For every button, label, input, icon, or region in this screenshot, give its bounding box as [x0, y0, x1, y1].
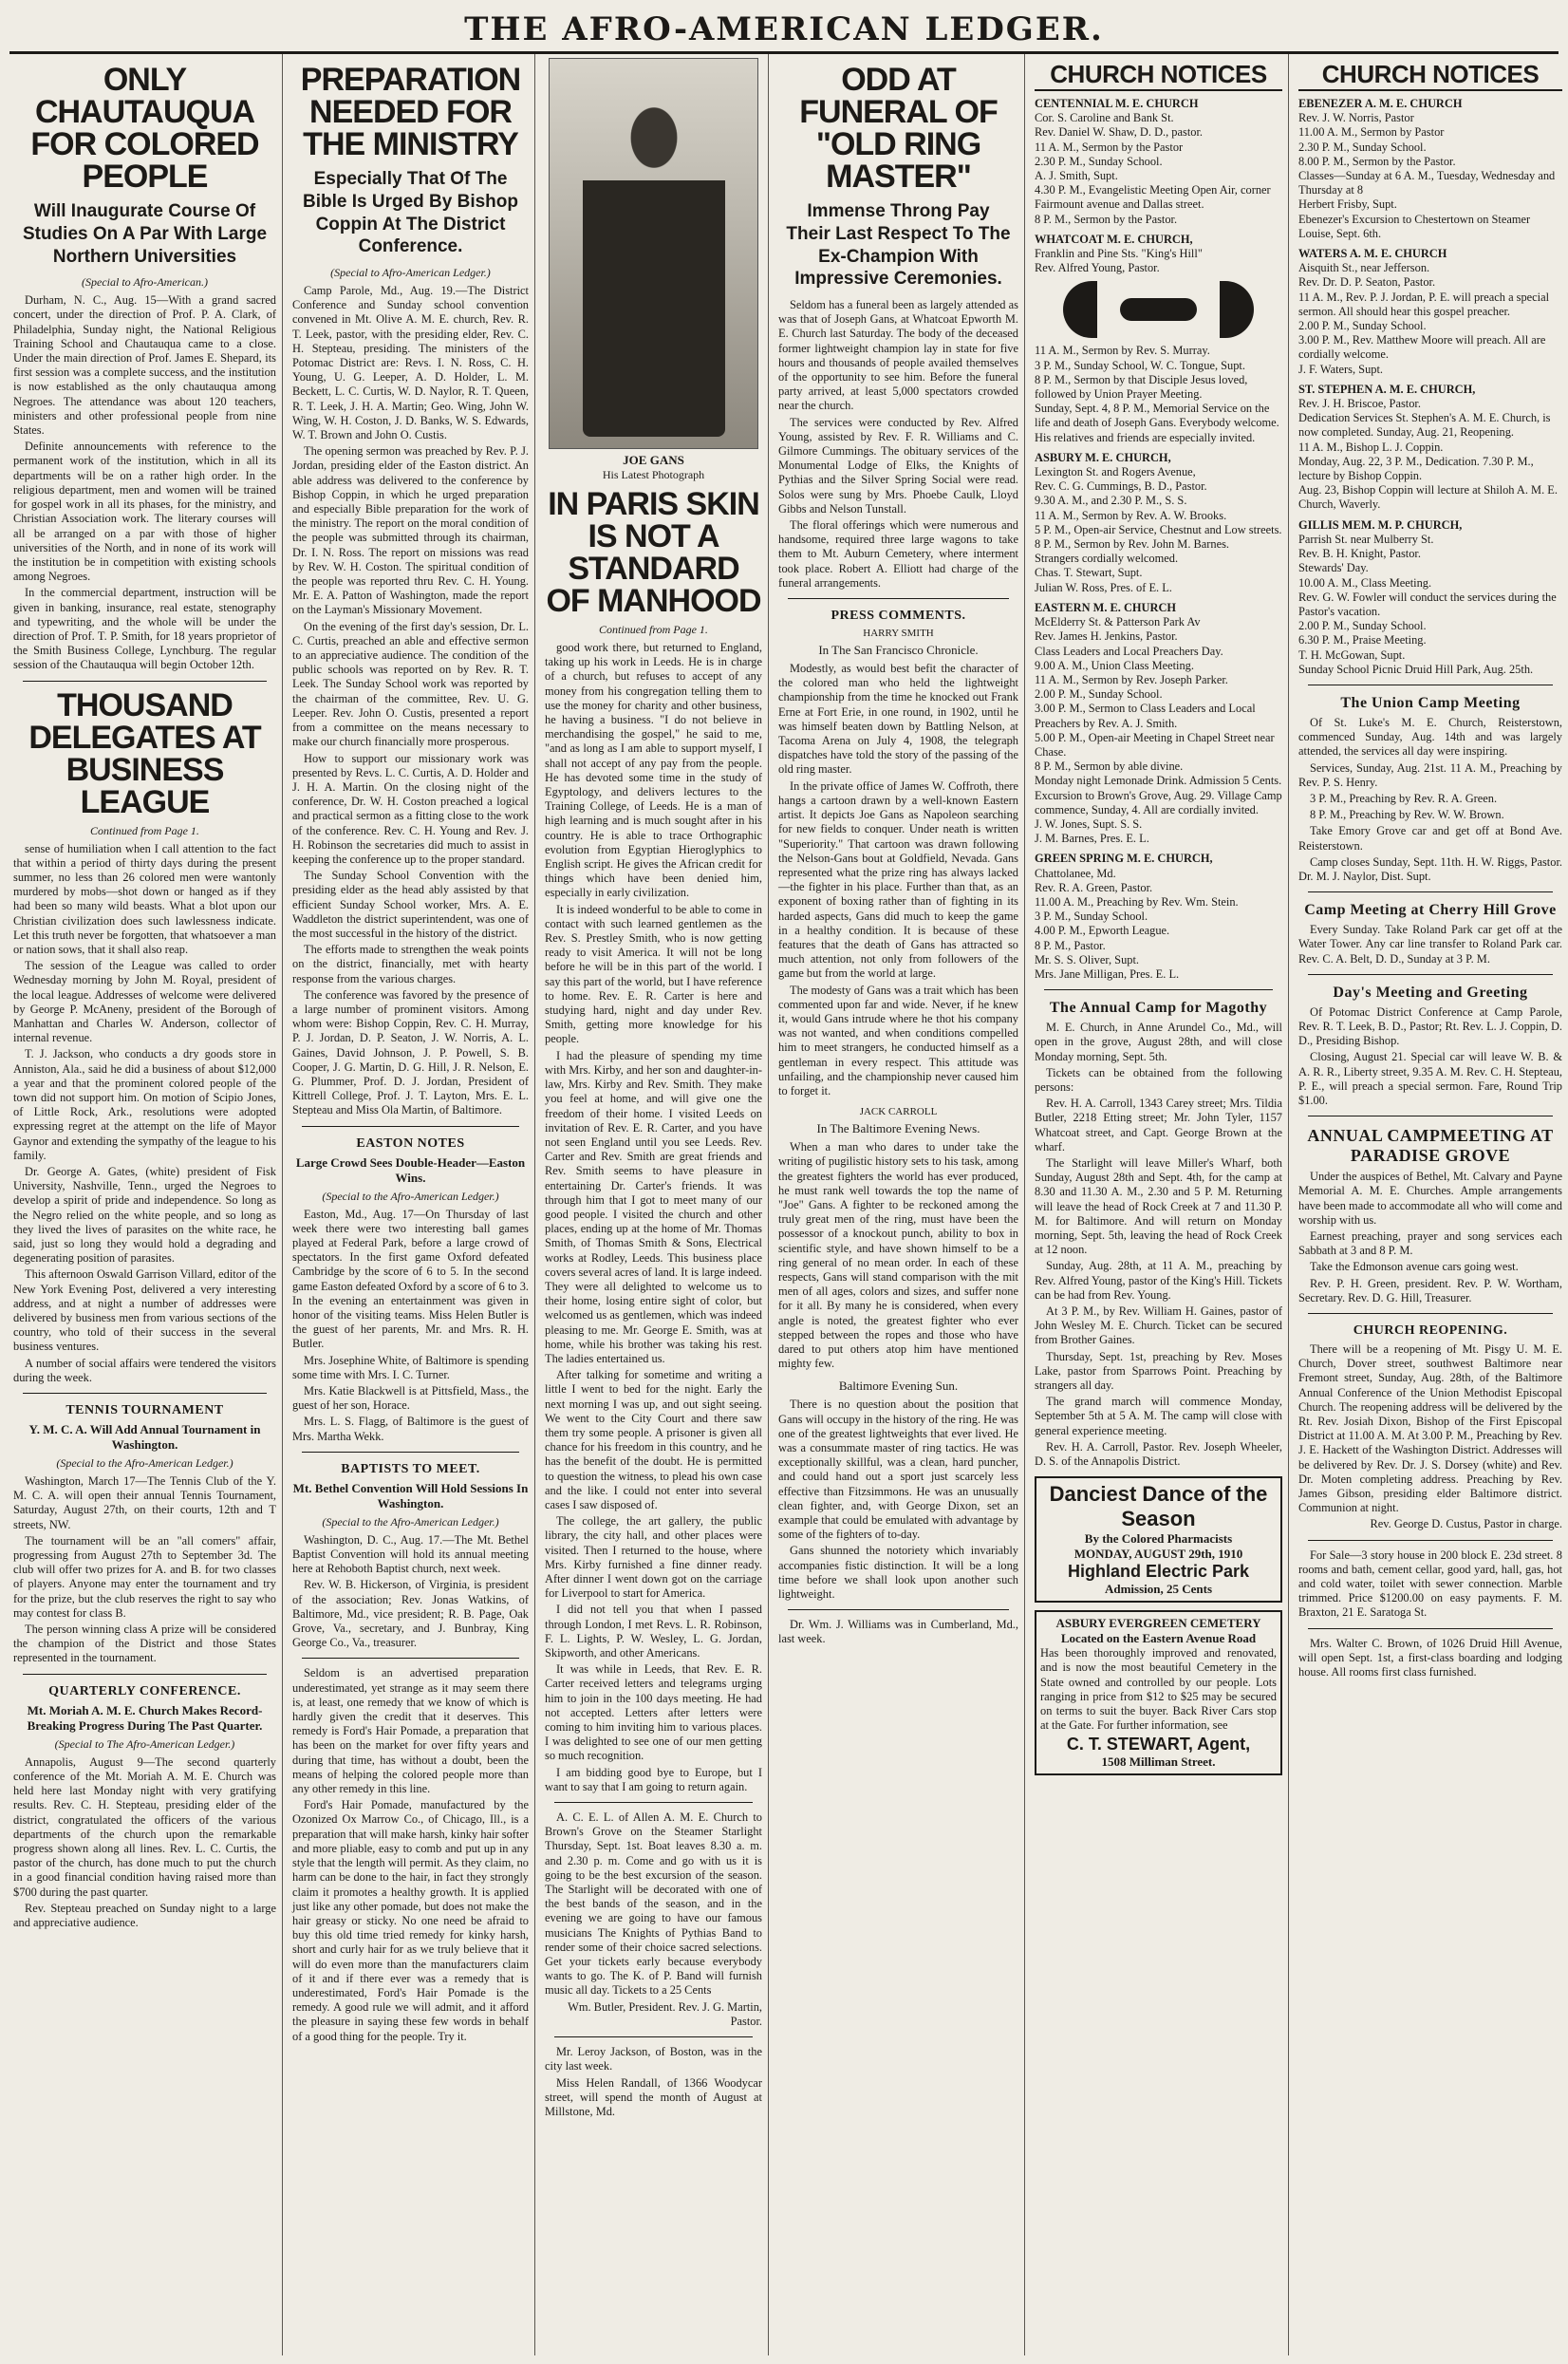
- church-name: CENTENNIAL M. E. CHURCH: [1035, 97, 1199, 110]
- paragraph: 3 P. M., Preaching by Rev. R. A. Green.: [1310, 791, 1498, 805]
- notice-line: 10.00 A. M., Class Meeting.: [1298, 575, 1432, 590]
- credit: (Special to the Afro-American Ledger.): [322, 1189, 499, 1203]
- paragraph: Of St. Luke's M. E. Church, Reisterstown, commenced Sunday, Aug. 14th and was largely attended, the services all day were inspiring.: [1298, 715, 1562, 759]
- paragraph: Modestly, as would best befit the character of the colored man who held the lightweight championship from the time he knocked out Frank Erne at Fort Erie, in one round, in 1902, until he was himself beaten down by Battling Nelson, at Tacoma Arena on July 4, 1908, the telegraph dispatches have told the story of the passing of the old ring master.: [778, 662, 1018, 777]
- notice-line: Parrish St. near Mulberry St.: [1298, 532, 1434, 546]
- notice-line: 2.30 P. M., Sunday School.: [1298, 140, 1427, 154]
- paragraph: At 3 P. M., by Rev. William H. Gaines, pastor of John Wesley M. E. Church. Ticket can be secured from Brother Gaines.: [1035, 1304, 1282, 1347]
- paragraph: Camp closes Sunday, Sept. 11th. H. W. Riggs, Pastor. Dr. M. J. Naylor, Dist. Supt.: [1298, 854, 1562, 883]
- church-notice: [1035, 233, 1282, 445]
- ad-venue: Highland Electric Park: [1067, 1562, 1250, 1582]
- divider: [554, 1802, 753, 1803]
- notice-line: A. J. Smith, Supt.: [1035, 169, 1118, 183]
- paragraph: Mrs. L. S. Flagg, of Baltimore is the guest of Mrs. Martha Wekk.: [292, 1415, 529, 1443]
- paragraph: A. C. E. L. of Allen A. M. E. Church to Brown's Grove on the Steamer Starlight Thursday, Sept. 1st. Boat leaves 8.30 a. m. and 2.30 p. m. Come and go with us it is going to be the best excursion of the season. The Starlight will be decorated with one of the best bands of the season, and in the evening we are going to have our famous musicians The Knights of Pythias Band to render some of their choice sacred selections. Get your tickets early because everybody wants to go. The K. of P. Band will furnish music all day. Tickets to a 25 Cents: [545, 1811, 762, 1998]
- headline-ministry: PREPARATION NEEDED FOR THE MINISTRY: [300, 62, 521, 162]
- paragraph: good work there, but returned to England, taking up his work in Leeds. He is in charge of a church, but refuses to accept of any money from his congregation telling them to use the money for charity and other business, he having a business. "I do not believe in merchandising the gospel," he said to me, "and as long as I am able to support myself, I shall not accept of any pay from the people. He has devoted some time in the study of Egyptology, and delivers lectures to the Training College, of Leeds. He is a man of high learning and is much sought after in his country. He is able to trace Orthographic evolution from Egyptian Hieroglyphics to English script. He gives the African credit for things which have been denied him, especially in early civilization.: [545, 641, 762, 900]
- paragraph: Tickets can be obtained from the following persons:: [1035, 1065, 1282, 1094]
- paragraph: Of Potomac District Conference at Camp Parole, Rev. R. T. Leek, B. D., Pastor; Rt. Rev. L. J. Coppin, D. D., Presiding Bishop.: [1298, 1004, 1562, 1048]
- source: Baltimore Evening Sun.: [838, 1379, 959, 1394]
- paragraph: Mrs. Walter C. Brown, of 1026 Druid Hill Avenue, will open Sept. 1st, a first-class boarding and lodging house. All rooms first class furnished.: [1298, 1636, 1562, 1679]
- column-6: [1295, 54, 1568, 2355]
- notice-line: J. F. Waters, Supt.: [1298, 362, 1383, 376]
- subhead-easton: EASTON NOTES: [356, 1135, 465, 1151]
- divider: [23, 681, 267, 682]
- church-name: ASBURY M. E. CHURCH,: [1035, 450, 1171, 464]
- notice-line: Rev. J. W. Norris, Pastor: [1298, 111, 1414, 125]
- church-notice: [1298, 97, 1562, 241]
- ad-title: ASBURY EVERGREEN CEMETERY: [1055, 1616, 1261, 1631]
- divider: [1308, 1313, 1553, 1314]
- subhead-baptists: BAPTISTS TO MEET.: [341, 1461, 480, 1476]
- notice-line: 2.00 P. M., Sunday School.: [1035, 687, 1163, 702]
- byline: JACK CARROLL: [859, 1106, 938, 1118]
- paragraph: It was while in Leeds, that Rev. E. R. Carter received letters and telegrams urging him to join in the 100 days meeting. He had not accepted. Letters after letters were coming to him inviting him to various places. I was delighted to see one of our men getting so much recognition.: [545, 1662, 762, 1763]
- paragraph: The efforts made to strengthen the weak points on the district, financially, met with hearty response from the various charges.: [292, 943, 529, 985]
- notice-line: Sunday School Picnic Druid Hill Park, Aug. 25th.: [1298, 662, 1534, 676]
- paragraph: Rev. W. B. Hickerson, of Virginia, is president of the association; Rev. Jonas Watkins, of Baltimore, Md., vice president; R. B. Page, Oak Grove, Va., secretary, and J. Bunbray, King George Co., Va., treasurer.: [292, 1578, 529, 1650]
- paragraph: Sunday, Aug. 28th, at 11 A. M., preaching by Rev. Alfred Young, pastor of the King's Hill. Tickets can be had from Rev. Young.: [1035, 1259, 1282, 1302]
- credit: (Special to the Afro-American Ledger.): [322, 1514, 499, 1529]
- notice-line: 11 A. M., Bishop L. J. Coppin.: [1298, 440, 1444, 454]
- continued-note: Continued from Page 1.: [599, 623, 708, 636]
- church-notices-header: CHURCH NOTICES: [1035, 60, 1282, 91]
- notice-line: Mrs. Jane Milligan, Pres. E. L.: [1035, 966, 1180, 981]
- divider: [1308, 974, 1553, 975]
- church-name: WATERS A. M. E. CHURCH: [1298, 247, 1447, 261]
- paragraph: I am bidding good bye to Europe, but I want to say that I am going to return again.: [545, 1765, 762, 1793]
- notice-line: 8 P. M., Sermon by Rev. John M. Barnes.: [1035, 537, 1230, 552]
- subdeck-baptists: Mt. Bethel Convention Will Hold Sessions In Washington.: [292, 1480, 529, 1510]
- notice-line: 9.30 A. M., and 2.30 P. M., S. S.: [1035, 494, 1187, 508]
- notice-line: 8 P. M., Sermon by the Pastor.: [1035, 212, 1178, 226]
- notice-line: Chas. T. Stewart, Supt.: [1035, 566, 1143, 580]
- notice-line: 8.00 P. M., Sermon by the Pastor.: [1298, 154, 1456, 168]
- paragraph: Rev. Stepteau preached on Sunday night to a large and appreciative audience.: [13, 1901, 276, 1929]
- notice-line: Aug. 23, Bishop Coppin will lecture at Shiloh A. M. E. Church, Waverly.: [1298, 483, 1558, 512]
- paragraph: The Sunday School Convention with the presiding elder as the head ably assisted by that efficient Sunday School worker, Mrs. A. E. Waddleton the district superintendent, was one of the most successful in the history of the district.: [292, 869, 529, 940]
- credit: (Special to the Afro-American Ledger.): [56, 1456, 233, 1471]
- ad-title: Danciest Dance of the Season: [1049, 1482, 1268, 1531]
- photo-subcaption: His Latest Photograph: [602, 468, 705, 481]
- paragraph: Mrs. Katie Blackwell is at Pittsfield, Mass., the guest of her son, Horace.: [292, 1384, 529, 1413]
- notice-line: J. W. Jones, Supt. S. S.: [1035, 816, 1143, 831]
- paragraph: sense of humiliation when I call attention to the fact that within a period of thirty days during the present summer, no less than 26 colored men were wantonly murdered by mobs—shot down or hanged as if they had been so many wild beasts. What a blot upon our Christian civilization does such lawlessness indicate. Let this truth never be forgotten, that whatsoever a man or nation sows, that it shall also reap.: [13, 841, 276, 956]
- church-name: EBENEZER A. M. E. CHURCH: [1298, 97, 1463, 110]
- paragraph: Under the auspices of Bethel, Mt. Calvary and Payne Memorial A. M. E. Churches. Ample arrangements have been made to accommodate all who will come and worship with us.: [1298, 1170, 1562, 1227]
- paragraph: The grand march will commence Monday, September 5th at 5 A. M. The camp will close with general experience meeting.: [1035, 1395, 1282, 1437]
- headline-business-league: THOUSAND DELEGATES AT BUSINESS LEAGUE: [28, 686, 261, 820]
- notice-line: 3 P. M., Sunday School.: [1035, 910, 1148, 924]
- paragraph: Earnest preaching, prayer and song services each Sabbath at 3 and 8 P. M.: [1298, 1229, 1562, 1258]
- paragraph: How to support our missionary work was presented by Revs. L. C. Curtis, A. D. Holder and J. H. A. Martin. On the closing night of the conference, Dr. W. H. Coston preached a logical and practical sermon as a fitting close to the work of the conference. Rev. C. H. Young and Rev. J. H. Robinson the secretaries did much to assist in keeping the conference up to the proper standard.: [292, 751, 529, 866]
- paragraph: The services were conducted by Rev. Alfred Young, assisted by Rev. F. R. Williams and C. Gilmore Cummings. The obituary services of the Monumental Lodge of Elks, the Knights of Pythias and the Silver Spring Social were read. Solos were sung by Mrs. Phoebe Caulk, Lloyd Gibbs and Nelson Tunstall.: [778, 415, 1018, 516]
- church-notice: [1035, 451, 1282, 595]
- notice-line: 11 A. M., Sermon by the Pastor: [1035, 140, 1184, 154]
- headline-chautauqua: ONLY CHAUTAUQUA FOR COLORED PEOPLE: [30, 62, 259, 195]
- signature: Wm. Butler, President. Rev. J. G. Martin, Pastor.: [568, 1999, 762, 2028]
- paragraph: On the evening of the first day's session, Dr. L. C. Curtis, preached an able and effective sermon to an appreciative audience. The condition of the public schools was reported on by Rev. R. T. Leek. The Sunday School work was reported by the chairman of the committee, Rev. U. G. Leeper. Rev. John O. Custis, presented a report from a committee on the means necessary to make our church financially more prosperous.: [292, 619, 529, 749]
- notice-line: Mr. S. S. Oliver, Supt.: [1035, 952, 1140, 966]
- paragraph: The floral offerings which were numerous and handsome, required three large wagons to take them to Mt. Auburn Cemetery, where interment took place. Robert A. Elliott had charge of the funeral arrangements.: [778, 518, 1018, 590]
- source: In The Baltimore Evening News.: [816, 1121, 980, 1136]
- column-4: [775, 54, 1025, 2355]
- notice-line: Dedication Services St. Stephen's A. M. E. Church, is now completed. Sunday, Aug. 21, Reopening.: [1298, 411, 1551, 440]
- paragraph: Miss Helen Randall, of 1366 Woodycar street, will spend the month of August at Millstone, Md.: [545, 2075, 762, 2118]
- subdeck-easton: Large Crowd Sees Double-Header—Easton Wins.: [295, 1154, 526, 1185]
- church-notice: [1035, 601, 1282, 846]
- notice-line: Excursion to Brown's Grove, Aug. 29. Village Camp commence, Sunday, 4. All are cordially invited.: [1035, 788, 1282, 816]
- ad-agent: C. T. STEWART, Agent,: [1066, 1735, 1251, 1754]
- paragraph: Services, Sunday, Aug. 21st. 11 A. M., Preaching by Rev. P. S. Henry.: [1298, 760, 1562, 789]
- portrait-figure: [583, 76, 725, 437]
- notice-line: Julian W. Ross, Pres. of E. L.: [1035, 580, 1172, 594]
- church-name: GREEN SPRING M. E. CHURCH,: [1035, 852, 1213, 866]
- masthead: THE AFRO-AMERICAN LEDGER.: [9, 8, 1559, 54]
- paragraph: The college, the art gallery, the public library, the city hall, and other places were visited. Then I returned to the house, where Mrs. Kirby furnished a fine dinner ready. After dinner I went down got on the carriage for Liverpool to start for America.: [545, 1514, 762, 1601]
- notice-line: Franklin and Pine Sts. "King's Hill": [1035, 247, 1203, 261]
- ad-date: MONDAY, AUGUST 29th, 1910: [1073, 1547, 1243, 1562]
- paragraph: Ford's Hair Pomade, manufactured by the Ozonized Ox Marrow Co., of Chicago, Ill., is a preparation that will make harsh, kinky hair softer and more pliable, easy to comb and put up in any style that the length will permit. As they claim, no harm can be done to the hair, in fact they strongly claim it promotes a healthy growth. It is applied just like any other pomade, but does not make the hair greasy or sticky. No one need be afraid to buy this old time tried remedy for kinky harsh, short and curly hair for as we truly believe that it will do even more than the manufacturers claim of it and if there ever was a remedy that is underestimated, Ford's Hair Pomade is the remedy. A good rule we will admit, and it afford the pleasure in saying these few words in behalf of a good thing for the people. Try it.: [292, 1798, 529, 2043]
- notice-line: 8 P. M., Sermon by able divine.: [1035, 760, 1184, 774]
- notice-line: Rev. Daniel W. Shaw, D. D., pastor.: [1035, 125, 1204, 140]
- church-name: GILLIS MEM. M. P. CHURCH,: [1298, 517, 1463, 532]
- source: In The San Francisco Chronicle.: [818, 643, 979, 658]
- subhead-tennis: TENNIS TOURNAMENT: [65, 1403, 224, 1418]
- notice-line: Classes—Sunday at 6 A. M., Tuesday, Wednesday and Thursday at 8: [1298, 169, 1556, 197]
- notice-line: Rev. Alfred Young, Pastor.: [1035, 261, 1160, 275]
- paragraph: M. E. Church, in Anne Arundel Co., Md., will open in the grove, August 28th, and will close Monday morning, Sept. 5th.: [1035, 1021, 1282, 1063]
- church-notice: [1035, 852, 1282, 982]
- paragraph: The modesty of Gans was a trait which has been commented upon far and wide. Never, if he knew it, would Gans intrude where he thot his company was not wanted, and when conditions compelled him to meet strangers, he conducted himself as a gentleman in every respect. This attitude was unfailing, and the championship never caused him to forget it.: [778, 983, 1018, 1098]
- divider: [1308, 1628, 1553, 1629]
- paragraph: A number of social affairs were tendered the visitors during the week.: [13, 1356, 276, 1384]
- paragraph: After talking for sometime and writing a little I went to bed for the night. Early the next morning I was up, and out sight seeing. We went to the City Court and there saw them try some people. A prisoner is given all chance for his freedom in this country, and he has the benefit of the doubt. He is permitted to question the witness, to plead his own case and the like. I could not enter into several cases I saw disposed of.: [545, 1368, 762, 1511]
- headline-days-meeting: Day's Meeting and Greeting: [1333, 984, 1528, 1001]
- notice-line: 2.00 P. M., Sunday School.: [1298, 319, 1427, 333]
- paragraph: Gans shunned the notoriety which invariably accompanies fistic distinction. It will be a long time before we shall look upon another such lightweight.: [778, 1544, 1018, 1602]
- subdeck-tennis: Y. M. C. A. Will Add Annual Tournament in Washington.: [28, 1422, 261, 1453]
- paragraph: Every Sunday. Take Roland Park car get off at the Water Tower. Any car line transfer to Roland Park car. Rev. C. A. Belt, D. D., Sunday at 3 P. M.: [1298, 923, 1562, 966]
- paragraph: Annapolis, August 9—The second quarterly conference of the Mt. Moriah A. M. E. Church was held here last Monday night with very gratifying results. Rev. C. H. Stepteau, presiding elder of the district, congratulated the officers of the various departments of the church upon the remarkable progress shown along all lines. Rev. L. C. Curtis, the pastor of the church, has done much to put the church in a good financial condition having raised more than $700 during the past quarter.: [13, 1754, 276, 1899]
- headline-cherry-hill: Camp Meeting at Cherry Hill Grove: [1304, 902, 1557, 919]
- notice-line: Monday night Lemonade Drink. Admission 5 Cents.: [1035, 774, 1282, 788]
- paragraph: Rev. George D. Custus, Pastor in charge.: [1370, 1517, 1562, 1531]
- notice-line: 3.00 P. M., Sermon to Class Leaders and Local Preachers by Rev. A. J. Smith.: [1035, 702, 1256, 730]
- column-5: [1031, 54, 1289, 2355]
- paragraph: In the commercial department, instruction will be given in banking, insurance, real estate, stenography and typewriting, and the whole will be under the direction of Prof. T. P. Smith, for 18 years proprietor of the Smith Business College, Lynchburg. The regular session of the Chautauqua will begin October 12th.: [13, 586, 276, 672]
- column-3: [541, 54, 769, 2355]
- paragraph: Washington, D. C., Aug. 17.—The Mt. Bethel Baptist Convention will hold its annual meeting here at Rehoboth Baptist church, next week.: [292, 1532, 529, 1576]
- column-1: [9, 54, 283, 2355]
- notice-line: 3 P. M., Sunday School, W. C. Tongue, Supt.: [1035, 358, 1245, 372]
- paragraph: I had the pleasure of spending my time with Mrs. Kirby, and her son and daughter-in-law, Mrs. Kirby and Rev. Smith. They make you feel at home, and will give one the freedom of their home. I visited Leeds on invitation of Rev. E. R. Carter, and you have not seen England until you see Leeds. Rev. Carter and Rev. Smith are great friends and Rev. Smith seems to have pleasure in entertaining Dr. Carter's friends. It was through him that I got to meet many of our good people. I visited the church and other places, ending up at the home of Mr. Thomas Smith, of Thomas Smith & Sons, Electrical works at Rodley, Leeds. This business place covers several acres of land. It is large indeed. They were all delighted to welcome us to their home, losing entire sight of color, but welcomed us as gentlemen, which was indeed pleasing to me. Mr. George E. Smith, was at home, while his brother was taking his rest. The ladies entertained us.: [545, 1048, 762, 1365]
- paragraph: The Starlight will leave Miller's Wharf, both Sunday, August 28th and Sept. 4th, for the camp at 8.30 and 11.30 A. M., 2.30 and 5 P. M. Returning will leave the head of Rock Creek at 7 and 11.30 P. M. for Baltimore. And will return on Monday morning, Sept. 5th, leaving the head of Rock Creek at 12 noon.: [1035, 1156, 1282, 1257]
- byline: HARRY SMITH: [863, 628, 934, 640]
- headline-paris: IN PARIS SKIN IS NOT A STANDARD OF MANHOOD: [546, 486, 761, 619]
- notice-line: Rev. B. H. Knight, Pastor.: [1298, 547, 1421, 561]
- church-name: ST. STEPHEN A. M. E. CHURCH,: [1298, 382, 1476, 396]
- paragraph: Mrs. Josephine White, of Baltimore is spending some time with Mrs. I. C. Turner.: [292, 1353, 529, 1381]
- notice-line: 3.00 P. M., Rev. Matthew Moore will preach. All are cordially welcome.: [1298, 333, 1546, 362]
- deck-ministry: Especially That Of The Bible Is Urged By Bishop Coppin At The District Conference.: [303, 169, 518, 257]
- notice-line: 8 P. M., Pastor.: [1035, 938, 1106, 952]
- paragraph: Take Emory Grove car and get off at Bond Ave. Reisterstown.: [1298, 824, 1562, 853]
- notice-line: Rev. R. A. Green, Pastor.: [1035, 880, 1153, 894]
- paragraph: 8 P. M., Preaching by Rev. W. W. Brown.: [1310, 808, 1504, 822]
- divider: [1308, 891, 1553, 892]
- for-sale-notice: For Sale—3 story house in 200 block E. 23d street. 8 rooms and bath, cement cellar, good yard, hall, gas, hot and cold water, toilet with sewer connection. Marble trimmed. Price $1200.00 on easy payments. F. M. Braxton, 21 E. Saratoga St.: [1298, 1548, 1562, 1620]
- notice-line: Monday, Aug. 22, 3 P. M., Dedication. 7.30 P. M., lecture by Bishop Coppin.: [1298, 454, 1534, 483]
- notice-line: Stewards' Day.: [1298, 561, 1369, 575]
- paragraph: The person winning class A prize will be considered the champion of the District and those States represented in the tournament.: [13, 1623, 276, 1665]
- headline-union-camp: The Union Camp Meeting: [1340, 694, 1521, 711]
- notice-line: 11 A. M., Sermon by Rev. Joseph Parker.: [1035, 672, 1228, 686]
- notice-line: Rev. J. H. Briscoe, Pastor.: [1298, 397, 1421, 411]
- headline-funeral: ODD AT FUNERAL OF "OLD RING MASTER": [799, 62, 998, 195]
- paragraph: The session of the League was called to order Wednesday morning by John M. Royal, president of the local league. Addresses of welcome were delivered by George P. McAneny, president of the Borough of Manhattan and Charles W. Anderson, collector of internal revenue.: [13, 959, 276, 1045]
- subdeck-quarterly: Mt. Moriah A. M. E. Church Makes Record-Breaking Progress During The Past Quarter.: [27, 1702, 263, 1733]
- notice-line: T. H. McGowan, Supt.: [1298, 647, 1406, 662]
- paragraph: When a man who dares to under take the writing of pugilistic history sets to his task, among the greatest fighters the world has ever produced, he must rank well towards the top the name of "Joe" Gans. A fighter to be reckoned among the truly great men of the ring, must have been the possessor of a knockout punch, ability to box in scientific style, and have shown himself to be a ring general of no mean order. In each of these respects, Gans will stand comparison with the mit men of all ages, colors and sizes, and suffer none for it all. By many he is considered, when every angle is noted, the greatest fighter who ever stepped between the ropes and those who have dared to put others atop him have mentioned mighty few.: [778, 1140, 1018, 1371]
- paragraph: There is no question about the position that Gans will occupy in the history of the ring. He was one of the greatest lightweights that ever lived. He was a consummate master of ring tactics. He was exceptionally skillful, was a clean, hard puncher, and could hand out a sport just scarcely less effective than Fitzsimmons. He was an unusually clean fighter, and, with George Dixon, set an example that could be emulated with advantage by some of the fighters of to-day.: [778, 1398, 1018, 1542]
- subhead-reopening: CHURCH REOPENING.: [1353, 1323, 1508, 1339]
- divider: [302, 1658, 519, 1659]
- paragraph: In the private office of James W. Coffroth, there hangs a cartoon drawn by a well-known Eastern artist. It depicts Joe Gans as Napoleon searching for new fields to conquer. Under neath is written "Superiority." That cartoon was drawn following the Nelson-Gans bout at Goldfield, Nevada. Gans represented what the prize ring has always lacked—the fighter in his place. Further than that, as an exponent of boxing rather than of fighting in its harded aspects, Gans did much to keep the game in a healthy condition. It is because of these features that the death of Gans has attracted so much attention, not only from followers of the game but from the world at large.: [778, 779, 1018, 981]
- notice-line: J. M. Barnes, Pres. E. L.: [1035, 832, 1149, 846]
- notice-line: 11 A. M., Sermon by Rev. A. W. Brooks.: [1035, 508, 1227, 522]
- notice-line: Herbert Frisby, Supt.: [1298, 197, 1397, 212]
- paragraph: The tournament will be an "all comers" affair, progressing from August 27th to September 3d. The club will offer two prizes for A. and B. for two classes of players. Anyone may enter the tournament and try for the prize, but the club reserves the right to say who may contest for class B.: [13, 1533, 276, 1620]
- credit: (Special to The Afro-American Ledger.): [54, 1736, 235, 1751]
- credit: (Special to Afro-American Ledger.): [330, 266, 491, 279]
- notice-line: McElderry St. & Patterson Park Av: [1035, 615, 1201, 629]
- church-notice: [1298, 383, 1562, 513]
- notice-line: 9.00 A. M., Union Class Meeting.: [1035, 658, 1194, 672]
- paragraph: Easton, Md., Aug. 17—On Thursday of last week there were two interesting ball games played at Federal Park, before a large crowd of spectators. In the first game Oxford defeated Cambridge by the score of 6 to 5. In the second game Easton defeated Oxford by a score of 6 to 3. In the evening an entertainment was given in honor of the visiting teams. Miss Helen Butler is the guest of her parents, Mr. and Mrs. R. H. Butler.: [292, 1207, 529, 1351]
- paragraph: Take the Edmonson avenue cars going west.: [1310, 1260, 1519, 1274]
- cemetery-advertisement: [1035, 1610, 1282, 1775]
- columns: [9, 54, 1562, 2355]
- paragraph: The conference was favored by the presence of a large number of prominent visitors. Among whom were: Bishop Coppin, Rev. C. H. Murray, P. J. Jordan, D. P. Seaton, J. W. Norris, A. L. Gaines, David Johnson, J. P. Powell, S. B. Cooper, J. G. Martin, D. G. Hill, J. R. Nelson, E. G. Plummer, Prof. D. J. Jordan, President of Kittrell College, Prof. J. T. Layton, Mrs. E. L. Stepteau and Miss Ola Martin, of Baltimore.: [292, 987, 529, 1117]
- notice-line: 2.30 P. M., Sunday School.: [1035, 154, 1163, 168]
- continued-note: Continued from Page 1.: [90, 823, 199, 837]
- divider: [302, 1126, 519, 1127]
- credit: (Special to Afro-American.): [82, 275, 208, 290]
- notice-line: 4.30 P. M., Evangelistic Meeting Open Air, corner Fairmount avenue and Dallas street.: [1035, 183, 1271, 212]
- notice-line: 5 P. M., Open-air Service, Chestnut and Low streets.: [1035, 522, 1282, 536]
- church-notice: [1298, 518, 1562, 677]
- paragraph: This afternoon Oswald Garrison Villard, editor of the New York Evening Post, delivered a very interesting address, and at night a number of addresses were delivered by business men from various sections of the country, who told of their success in the several business ventures.: [13, 1267, 276, 1354]
- notice-line: 11 A. M., Sermon by Rev. S. Murray.: [1035, 344, 1210, 358]
- notice-line: Cor. S. Caroline and Bank St.: [1035, 111, 1174, 125]
- paragraph: Seldom is an advertised preparation underestimated, yet strange as it may seem there is, at least, one remedy that we know of which is hardly given the credit that it deserves. This remedy is Ford's Hair Pomade, a preparation that has been on the market for over fifty years and during that time, has without a doubt, been the means of helping the colored people more than any other remedy in this line.: [292, 1666, 529, 1796]
- joe-gans-photo: [549, 58, 758, 449]
- deck-chautauqua: Will Inaugurate Course Of Studies On A Par With Large Northern Universities: [22, 201, 268, 267]
- divider: [23, 1393, 267, 1394]
- church-notice: [1298, 247, 1562, 377]
- paragraph: Thursday, Sept. 1st, preaching by Rev. Moses Lake, pastor from Sparrows Point. Preaching by strangers all day.: [1035, 1349, 1282, 1393]
- notice-line: Rev. G. W. Fowler will conduct the services during the Pastor's vacation.: [1298, 590, 1557, 618]
- paragraph: Definite announcements with reference to the permanent work of the institution, which in all its departments will be on a rather high order. In the religious department, men and women will be trained for gospel work in all its phases, for the ministry, and Christian Association work. The literary courses will all be arranged on a par with those of higher universities of the North, and in none of its work will the institution be in competition with existing schools among Negroes.: [13, 440, 276, 584]
- divider: [302, 1452, 519, 1453]
- divider: [554, 2036, 753, 2037]
- ad-address: 1508 Milliman Street.: [1101, 1754, 1216, 1770]
- notice-line: Lexington St. and Rogers Avenue,: [1035, 465, 1196, 479]
- notice-line: 11.00 A. M., Sermon by Pastor: [1298, 125, 1445, 140]
- paragraph: Seldom has a funeral been as largely attended as was that of Joseph Gans, at Whatcoat Epworth M. E. Church last Saturday. The body of the deceased former lightweight champion lay in state for five hours and thousands of people availed themselves of the opportunity to see him. Before the funeral party arrived, at least 5,000 spectators crowded near the church.: [778, 298, 1018, 413]
- notice-line: Rev. Dr. D. P. Seaton, Pastor.: [1298, 275, 1436, 290]
- notice-line: Class Leaders and Local Preachers Day.: [1035, 644, 1223, 658]
- paragraph: T. J. Jackson, who conducts a dry goods store in Anniston, Ala., said he did a business of about $12,000 a year and that the prominent colored people of the town did not support him. On motion of Scipio Jones, of Little Rock, Ark., resolutions were adopted expressing regret at the attempt on the life of Mayor Gaynor and extending the sympathy of the league to his family.: [13, 1047, 276, 1162]
- notice-line: Sunday, Sept. 4, 8 P. M., Memorial Service on the life and death of Joseph Gans. Everybody welcome. His relatives and friends are especially invited.: [1035, 402, 1279, 444]
- paragraph: Closing, August 21. Special car will leave W. B. & A. R. R., Liberty street, 9.35 A. M. Rev. C. H. Stepteau, P. E., will preach a special sermon. Fare, Round Trip $1.00.: [1298, 1050, 1562, 1107]
- photo-caption: JOE GANS: [623, 453, 684, 467]
- ad-line: By the Colored Pharmacists: [1084, 1531, 1233, 1547]
- notice-line: 11.00 A. M., Preaching by Rev. Wm. Stein.: [1035, 894, 1239, 909]
- notice-line: Aisquith St., near Jefferson.: [1298, 261, 1430, 275]
- notice-line: 5.00 P. M., Open-air Meeting in Chapel Street near Chase.: [1035, 730, 1275, 759]
- paragraph: It is indeed wonderful to be able to come in contact with such learned gentlemen as the Rev. S. Prestley Smith, who is now getting ready to visit America. It will not be long before he will be in this part of the world. I say this part of the world, but I have reference to home. Rev. E. R. Carter is here and studying hard, night and day under Rev. Smith, getting more knowledge for his people.: [545, 902, 762, 1046]
- headline-paradise-grove: ANNUAL CAMPMEETING AT PARADISE GROVE: [1307, 1126, 1554, 1166]
- paragraph: Rev. H. A. Carroll, Pastor. Rev. Joseph Wheeler, D. S. of the Annapolis District.: [1035, 1439, 1282, 1469]
- church-name: EASTERN M. E. CHURCH: [1035, 600, 1177, 614]
- divider: [788, 1609, 1009, 1610]
- paragraph: Rev. H. A. Carroll, 1343 Carey street; Mrs. Tildia Butler, 2218 Etting street; Mr. John Tyler, 1157 Whatcoat street, and Capt. George Brown at the wharf.: [1035, 1097, 1282, 1154]
- church-notices-header: CHURCH NOTICES: [1298, 60, 1562, 91]
- paragraph: Mr. Leroy Jackson, of Boston, was in the city last week.: [545, 2045, 762, 2073]
- paragraph: Dr. Wm. J. Williams was in Cumberland, Md., last week.: [778, 1618, 1018, 1646]
- column-2: [289, 54, 535, 2355]
- church-name: WHATCOAT M. E. CHURCH,: [1035, 232, 1193, 246]
- notice-line: Rev. James H. Jenkins, Pastor.: [1035, 629, 1178, 644]
- divider: [1308, 1540, 1553, 1541]
- paragraph: Rev. P. H. Green, president. Rev. P. W. Wortham, Secretary. Rev. D. G. Hill, Treasurer.: [1298, 1276, 1562, 1304]
- paragraph: The opening sermon was preached by Rev. P. J. Jordan, presiding elder of the Easton district. An able address was delivered to the conference by Bishop Coppin, in which he urged preparation and especially Bible preparation for the work of the ministry. The report on the moral condition of the people was submitted through its chairman, Dr. I. N. Ross. The report on missions was read by Rev. W. H. Coston. The spiritual condition of the people was reported thru Rev. C. H. Young. Mr. E. A. Patton of Washington, made the report on the Layman's Missionary Movement.: [292, 444, 529, 617]
- notice-line: Ebenezer's Excursion to Chestertown on Steamer Louise, Sept. 6th.: [1298, 212, 1531, 240]
- notice-line: 6.30 P. M., Praise Meeting.: [1298, 633, 1427, 647]
- notice-line: Rev. C. G. Cummings, B. D., Pastor.: [1035, 479, 1207, 494]
- notice-line: 8 P. M., Sermon by that Disciple Jesus loved, followed by Union Prayer Meeting.: [1035, 372, 1248, 402]
- notice-line: 11 A. M., Rev. P. J. Jordan, P. E. will preach a special sermon. All should hear this gospel preacher.: [1298, 290, 1550, 318]
- ad-admission: Admission, 25 Cents: [1104, 1582, 1213, 1597]
- paragraph: I did not tell you that when I passed through London, I met Revs. L. R. Robinson, F. L. Lights, P. W. Wesley, L. G. Jordan, Skipworth, and other Americans.: [545, 1603, 762, 1660]
- notice-line: Strangers cordially welcomed.: [1035, 552, 1179, 566]
- divider: [1044, 989, 1273, 990]
- ad-line: Located on the Eastern Avenue Road: [1060, 1631, 1257, 1646]
- notice-line: 2.00 P. M., Sunday School.: [1298, 619, 1427, 633]
- paragraph: There will be a reopening of Mt. Pisgy U. M. E. Church, Dover street, southwest Baltimore near Fremont street, Sunday, Aug. 28th, of the Baltimore Annual Conference of the Union Methodist Episcopal Church. The reopening address will be delivered by the Rt. Rev. Josiah Dixon, Bishop of the First Episcopal District at 11.00 A. M. At 3.00 P. M., Preaching by Rev. J. E. Hackett of the Washington District. Addresses will be delivered by Rev. Dr. J. S. Dorsey (white) and Rev. Dr. Moten completing address. Preaching by Rev. James Gibson, presiding elder Baltimore district. Communion at night.: [1298, 1342, 1562, 1515]
- clasped-hands-icon: [1063, 281, 1254, 338]
- paragraph: Camp Parole, Md., Aug. 19.—The District Conference and Sunday school convention convened in Mt. Olive A. M. E. church, Rev. R. T. Leek, pastor, with the presiding elder, Rev. C. H. Stepteau, presiding. The ministers of the Potomac District are: Revs. I. N. Ross, C. H. Young, U. G. Leeper, A. D. Holder, L. M. Beckett, L. C. Curtis, W. D. Naylor, R. T. Queen, R. T. Leek, J. H. A. Martin; Geo. Wing, John W. Wing, W. H. Coston, J. D. Banks, W. S. Edwards, W. T. Brown and John O. Custis.: [292, 284, 529, 442]
- paragraph: Durham, N. C., Aug. 15—With a grand sacred concert, under the direction of Prof. P. A. Clark, of Philadelphia, Sunday night, the National Religious Training School and Chautauqua came to a close. Under the main direction of Prof. James E. Shepard, its first session was a complete success, and the institution is now established as the only chautauqua among Negroes. The attendance was about 120 teachers, ministers and other professional people from nine States.: [13, 293, 276, 438]
- divider: [788, 598, 1009, 599]
- divider: [23, 1674, 267, 1675]
- paragraph: Dr. George A. Gates, (white) president of Fisk University, Nashville, Tenn., urged the Negroes to develop a spirit of pride and independence. So long as the Negro relied on the white people, and so long as they lived the lives of parasites on the white race, he said, just so long they would hold a degrading and degenerating position of parasites.: [13, 1165, 276, 1266]
- deck-funeral: Immense Throng Pay Their Last Respect To The Ex-Champion With Impressive Ceremonies.: [786, 201, 1011, 290]
- church-notice: [1035, 97, 1282, 227]
- notice-line: 4.00 P. M., Epworth League.: [1035, 924, 1170, 938]
- dance-advertisement: [1035, 1476, 1282, 1603]
- ad-body: Has been thoroughly improved and renovated, and is now the most beautiful Cemetery in the State owned and controlled by our people. Lots ranging in price from $12 to $25 may be secured on terms to suit the buyer. Back River Cars stop at the Gate. For further information, see: [1040, 1646, 1277, 1733]
- notice-line: Chattolanee, Md.: [1035, 866, 1116, 880]
- paragraph: Washington, March 17—The Tennis Club of the Y. M. C. A. will open their annual Tennis Tournament, Saturday, August 27th, on their courts, 12th and T streets, NW.: [13, 1474, 276, 1531]
- headline-magothy: The Annual Camp for Magothy: [1049, 1000, 1268, 1017]
- subhead-press: PRESS COMMENTS.: [831, 609, 966, 624]
- subhead-quarterly: QUARTERLY CONFERENCE.: [48, 1683, 241, 1698]
